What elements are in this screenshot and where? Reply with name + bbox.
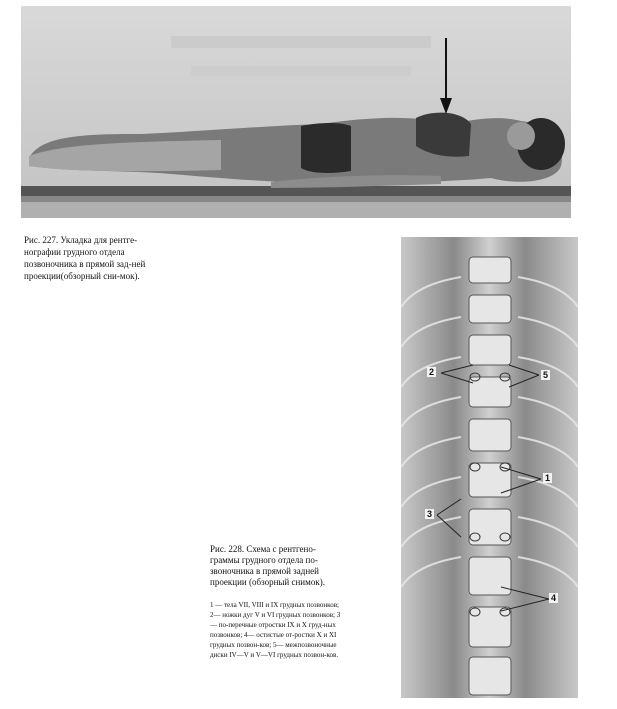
patient-positioning-illustration [21,6,571,218]
figure-227-photo [21,6,571,218]
xray-label-5: 5 [543,370,549,380]
xray-label-4: 4 [551,593,557,603]
xray-label-2: 2 [429,367,435,377]
xray-label-3: 3 [427,509,433,519]
figure-228-xray [401,237,578,698]
figure-228-legend: 1 — тела VII, VIII и IX грудных позвонков; 2— ножки дуг V и VI грудных позвонков; 3— по-перечные отростки IX и X груд-ных позвонков; 4— остистые от-ростки X и XI грудных позвон-ков; 5— межпозвоночные диски IV—V и V—VI грудных позвон-ков. [210,601,341,659]
figure-227-caption: Рис. 227. Укладка для рентге-нографии грудного отдела позвоночника в прямой зад-ней проекции(обзорный сни-мок). [24,235,146,281]
figure-228-caption: Рис. 228. Схема с рентгено-граммы грудного отдела по-звоночника в прямой задней проекции (обзорный снимок). [210,544,325,587]
xray-label-1: 1 [545,473,551,483]
thoracic-spine-xray [401,237,578,698]
